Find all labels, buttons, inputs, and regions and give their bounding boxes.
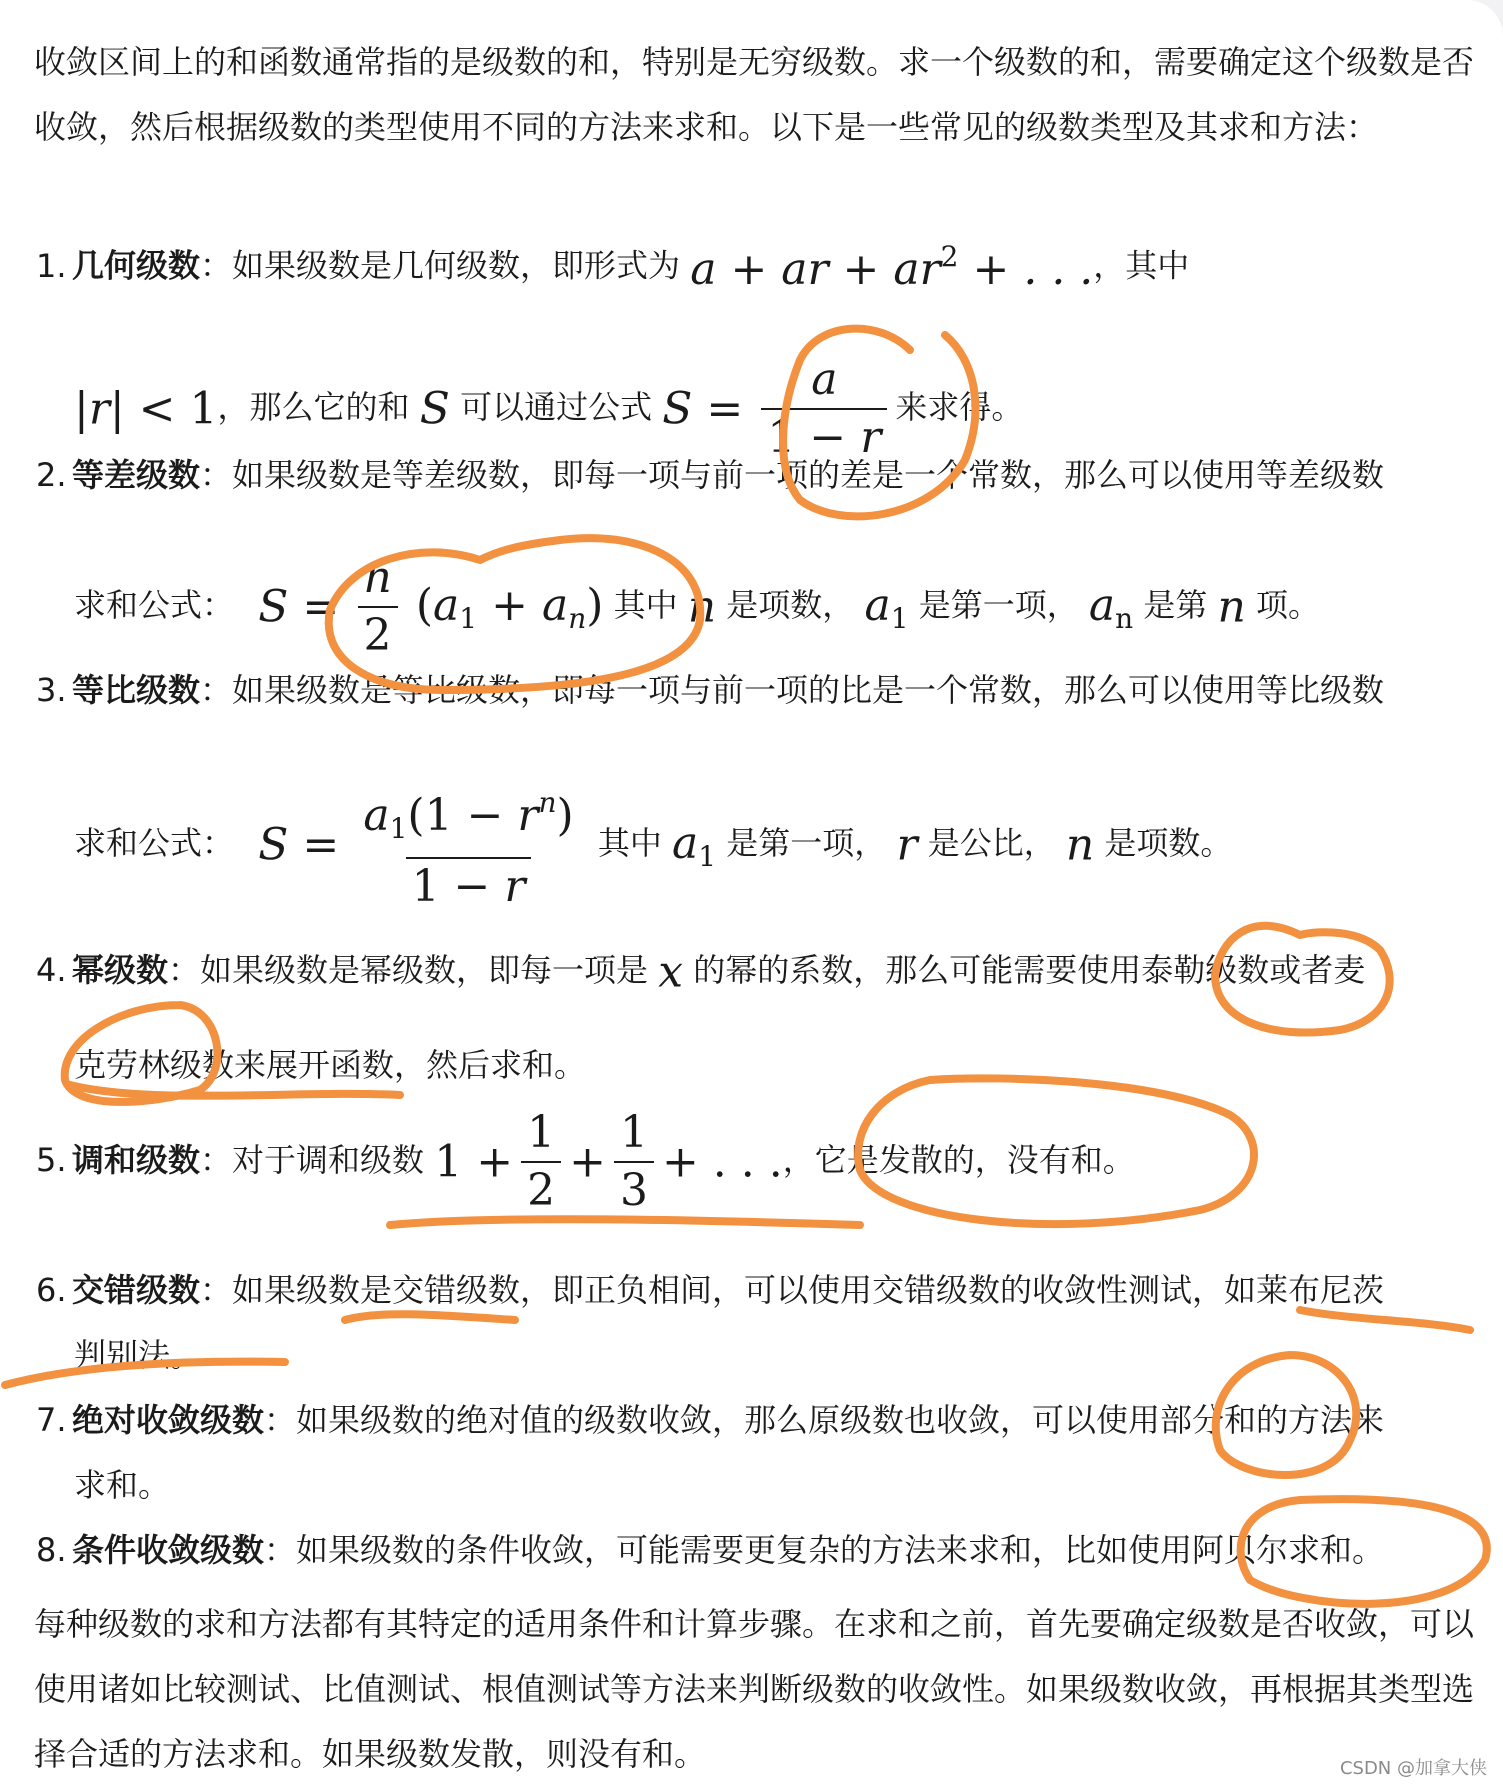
list-item-power: 4. 幂级数：如果级数是幂级数，即每一项是 x 的幂的系数，那么可能需要使用泰勒级数或者麦 <box>36 946 1366 998</box>
list-item-arithmetic: 2. 等差级数：如果级数是等差级数，即每一项与前一项的差是一个常数，那么可以使用等差级数 <box>36 456 1385 494</box>
math-arithmetic-sum: $(a_1 + a_n)$ <box>415 579 604 635</box>
annotation-underline-leibniz <box>1300 1310 1470 1330</box>
math-S-eq: S = <box>662 383 744 435</box>
math-geometric-series: a + ar + $ar^2$ + . . . <box>690 240 1094 295</box>
item-text: 如果级数是几何级数，即形式为 <box>232 246 681 285</box>
list-item-alternating: 6. 交错级数：如果级数是交错级数，即正负相间，可以使用交错级数的收敛性测试，如莱布尼茨 <box>36 1271 1385 1309</box>
list-item-alternating-cont: 判别法。 <box>74 1336 203 1374</box>
list-item-geometric-ratio: 3. 等比级数：如果级数是等比级数，即每一项与前一项的比是一个常数，那么可以使用等比级数 <box>36 671 1385 709</box>
intro-paragraph: 收敛区间上的和函数通常指的是级数的和，特别是无穷级数。求一个级数的和，需要确定这个级数是否收敛，然后根据级数的类型使用不同的方法来求和。以下是一些常见的级数类型及其求和方法： <box>34 43 1475 146</box>
math-n-over-2: $\frac{n}{2}$ <box>357 550 397 664</box>
item-number: 1. <box>36 246 67 285</box>
list-item-arithmetic-cont: 求和公式： S = $\frac{n}{2}$ $(a_1 + a_n)$ 其中 n 是项数， $a_1$ 是第一项， $a_n$ 是第 n 项。 <box>74 550 1474 664</box>
item-title: 几何级数 <box>72 246 201 285</box>
list-item-absolute-cont: 求和。 <box>74 1466 171 1504</box>
list-item-absolute: 7. 绝对收敛级数：如果级数的绝对值的级数收敛，那么原级数也收敛，可以使用部分和的方法来 <box>36 1401 1385 1439</box>
math-S: S <box>419 383 450 435</box>
annotation-underline-harmonic <box>390 1219 860 1225</box>
watermark: CSDN @加拿大侠 <box>1339 1758 1487 1779</box>
list-item-conditional: 8. 条件收敛级数：如果级数的条件收敛，可能需要更复杂的方法来求和，比如使用阿贝尔求和。 <box>36 1531 1385 1569</box>
math-abs-r: |r| < 1 <box>74 383 218 435</box>
math-harmonic-series: 1 + <box>434 1136 514 1188</box>
annotation-underline-alternating <box>345 1314 515 1320</box>
list-item-harmonic: 5. 调和级数：对于调和级数 1 + $\frac{1}{2}$ + $\frac{1}{3}$ + . . .，它是发散的，没有和。 <box>36 1105 1476 1219</box>
annotation-underline-maclaurin <box>70 1085 400 1096</box>
math-geometric-sum-fraction: $\frac{a}{1 - r}$ <box>761 352 887 466</box>
list-item-geometric: 1. 几何级数：如果级数是几何级数，即形式为 a + ar + $ar^2$ + . . .，其中 <box>36 240 1190 295</box>
math-ratio-sum-fraction: $\frac{a_1(1 - r^n)}{1 - r}$ <box>357 775 579 915</box>
list-item-power-cont: 克劳林级数来展开函数，然后求和。 <box>74 1046 587 1084</box>
list-item-geometric-ratio-cont: 求和公式： S = $\frac{a_1(1 - r^n)}{1 - r}$ 其中 $a_1$ 是第一项， r 是公比， n 是项数。 <box>74 775 1474 915</box>
outro-paragraph: 每种级数的求和方法都有其特定的适用条件和计算步骤。在求和之前，首先要确定级数是否收敛，可以使用诸如比较测试、比值测试、根值测试等方法来判断级数的收敛性。如果级数收敛，再根据其类型选择合适的方法求和。如果级数发散，则没有和。 <box>34 1605 1475 1773</box>
list-item-geometric-cont: |r| < 1，那么它的和 S 可以通过公式 S = $\frac{a}{1 - r}$ 来求得。 <box>74 352 1474 466</box>
